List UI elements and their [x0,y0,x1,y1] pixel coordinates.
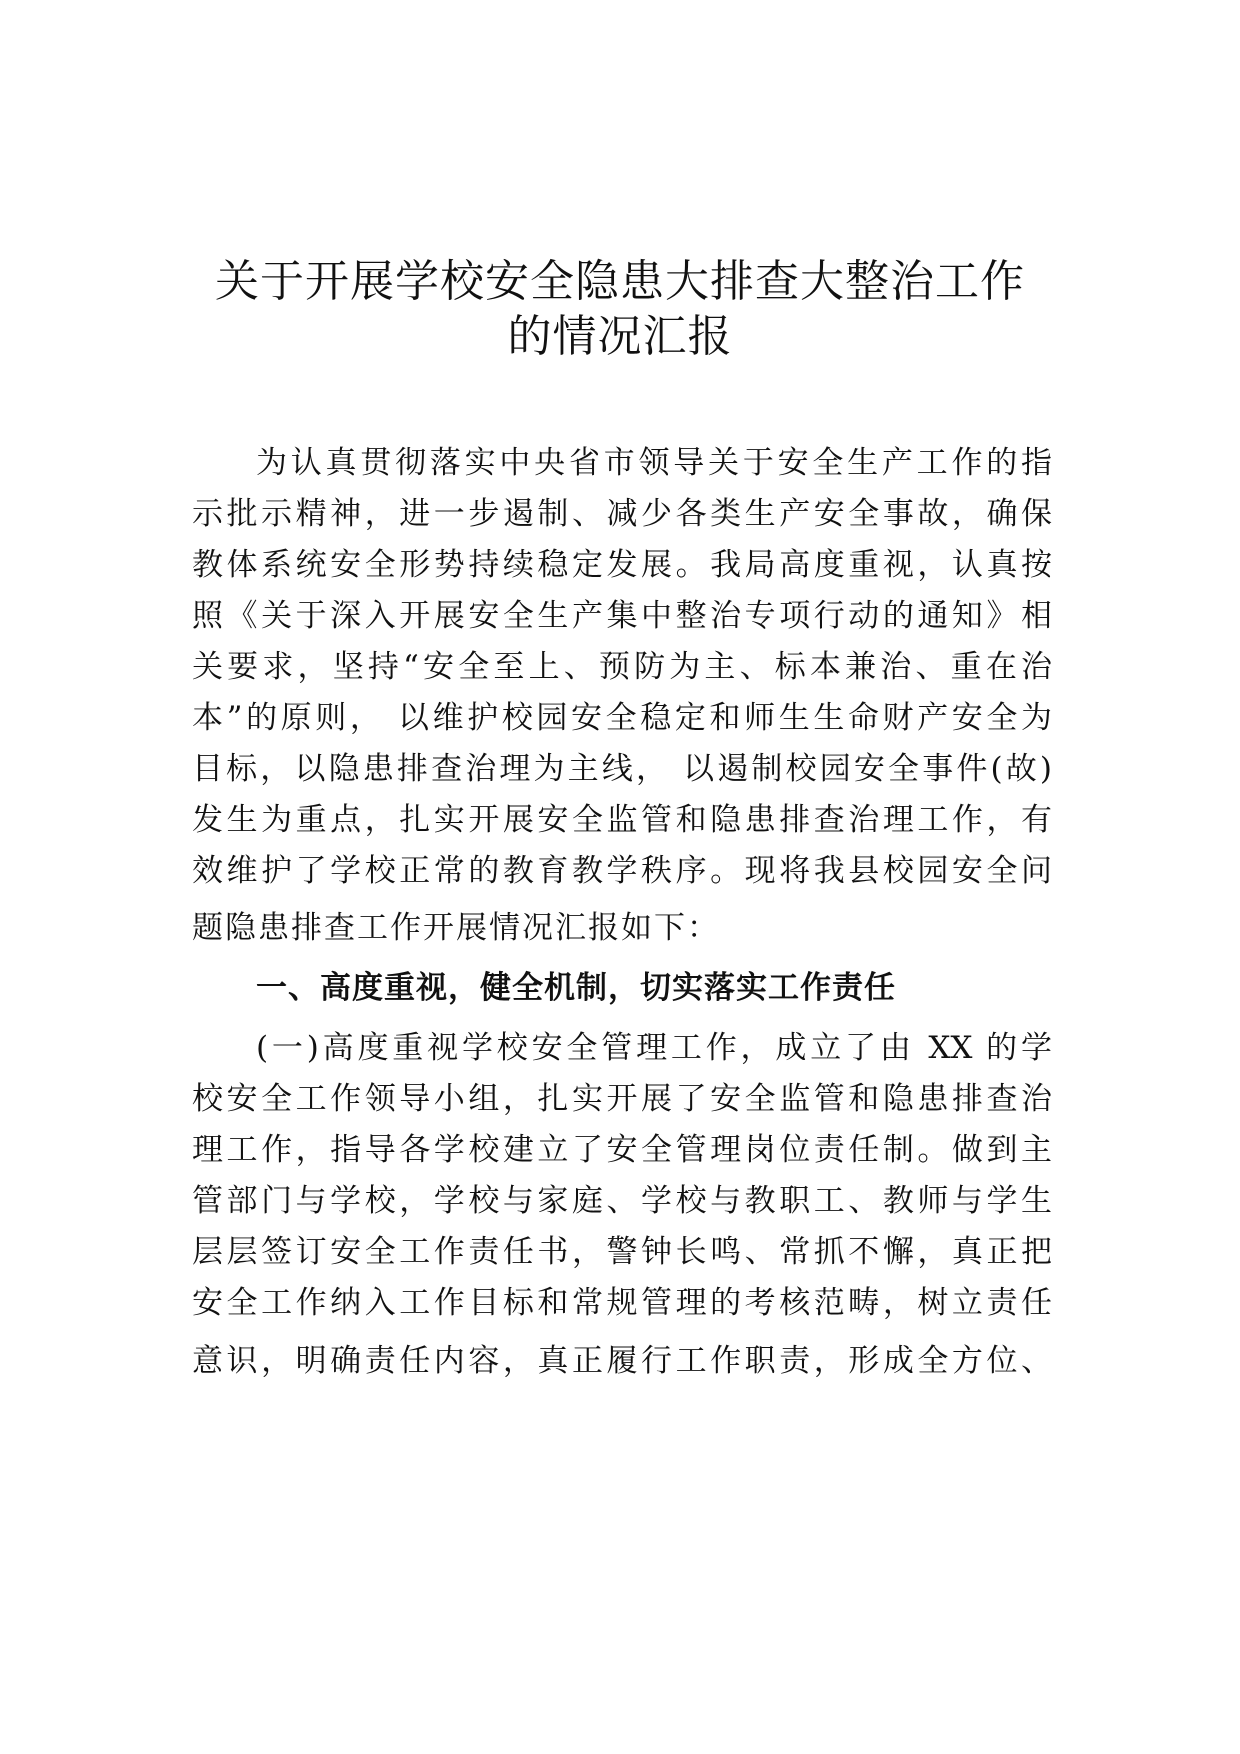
paragraph-2-line: 校安全工作领导小组，扎实开展了安全监管和隐患排查治 [192,1081,1052,1117]
paragraph-2-line: 理工作，指导各学校建立了安全管理岗位责任制。做到主 [192,1132,1052,1168]
paragraph-2-line: 意识，明确责任内容，真正履行工作职责，形成全方位、 [192,1343,1052,1379]
paragraph-1-line: 题隐患排查工作开展情况汇报如下： [192,910,720,946]
paragraph-1-line: 发生为重点，扎实开展安全监管和隐患排查治理工作，有 [192,802,1052,838]
section-heading: 一、高度重视，健全机制，切实落实工作责任 [256,970,896,1006]
paragraph-1-line: 示批示精神，进一步遏制、减少各类生产安全事故，确保 [192,496,1052,532]
paragraph-1-line: 为认真贯彻落实中央省市领导关于安全生产工作的指 [256,445,1052,481]
paragraph-2-line: 安全工作纳入工作目标和常规管理的考核范畴，树立责任 [192,1285,1052,1321]
paragraph-2-line: (一)高度重视学校安全管理工作，成立了由 XX 的学 [256,1030,1052,1066]
document-title-line-1: 关于开展学校安全隐患大排查大整治工作 [215,256,1025,307]
paragraph-1-line: 目标，以隐患排查治理为主线， 以遏制校园安全事件(故) [192,751,1052,787]
paragraph-1-line: 效维护了学校正常的教育教学秩序。现将我县校园安全问 [192,853,1052,889]
paragraph-1-line: 关要求，坚持“安全至上、预防为主、标本兼治、重在治 [192,649,1052,685]
document-title-line-2: 的情况汇报 [507,311,733,362]
paragraph-2-line: 层层签订安全工作责任书，警钟长鸣、常抓不懈，真正把 [192,1234,1052,1270]
paragraph-1-line: 照《关于深入开展安全生产集中整治专项行动的通知》相 [192,598,1052,634]
paragraph-1-line: 本”的原则， 以维护校园安全稳定和师生生命财产安全为 [192,700,1052,736]
paragraph-1-line: 教体系统安全形势持续稳定发展。我局高度重视，认真按 [192,547,1052,583]
paragraph-2-line: 管部门与学校，学校与家庭、学校与教职工、教师与学生 [192,1183,1052,1219]
